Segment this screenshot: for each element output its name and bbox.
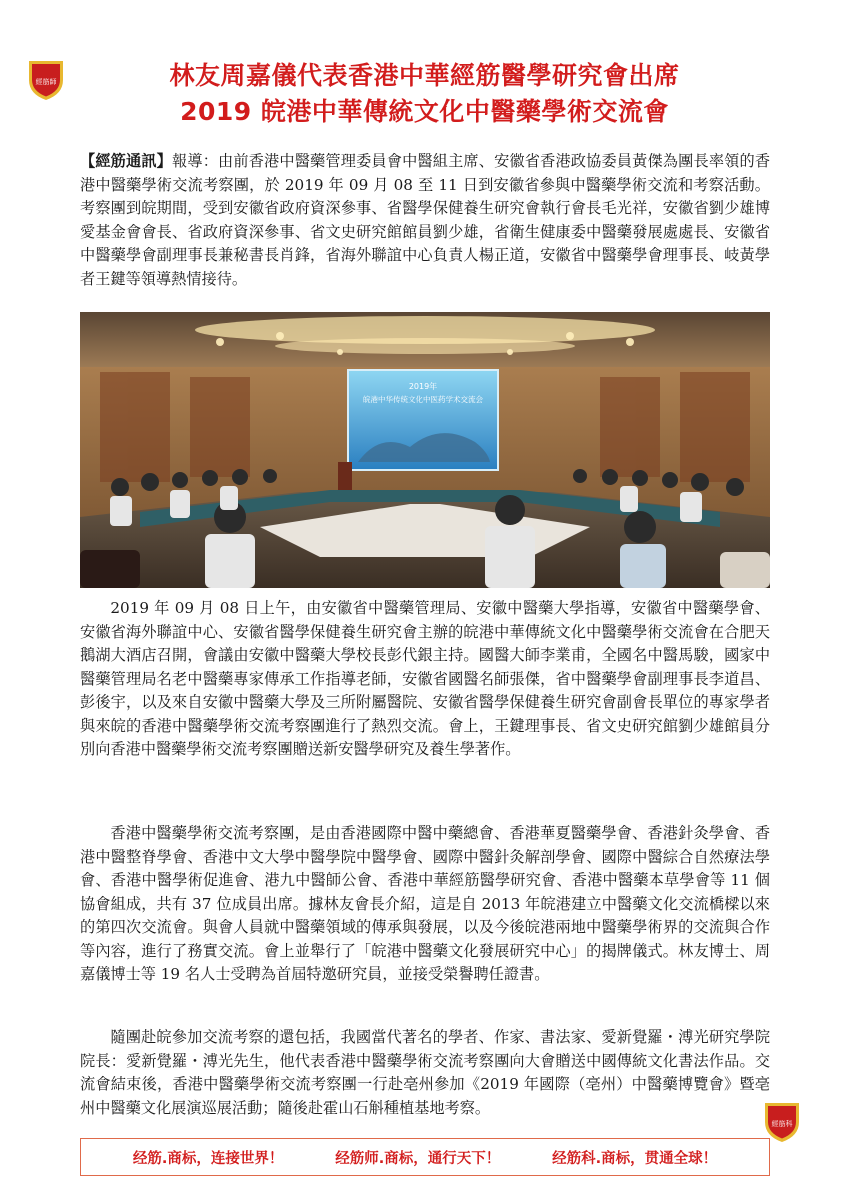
paragraph-1-text: 報導：由前香港中醫藥管理委員會中醫組主席、安徽省香港政協委員黃傑為團長率領的香港中醫藥學術交流考察團，於 2019 年 09 月 08 至 11 日到安徽省參與中醫藥學術交流和考察活動。考察團到皖期間，受到安徽省政府資深參事、省醫學保健養生研究會執行會長毛光祥，安徽省劉少雄博愛基金會會長、省政府資深參事、省文史研究館館員劉少雄，省衛生健康委中醫藥發展處處長、安徽省中醫藥學會副理事長兼秘書長肖鋒，省海外聯誼中心負責人楊正道，安徽省中醫藥學會理事長、岐黃學者王鍵等領導熱情接待。 [80, 152, 771, 288]
article-title [90, 58, 759, 130]
logo-text: 經筋科 [771, 1120, 793, 1128]
logo-badge-top [27, 58, 65, 102]
screen-title: 2019年 [408, 382, 438, 391]
paragraph-4: 隨團赴皖參加交流考察的還包括，我國當代著名的學者、作家、書法家、愛新覺羅・溥光研究學院院長：愛新覺羅・溥光先生，他代表香港中醫藥學術交流考察團向大會贈送中國傳統文化書法作品。交流會結束後，香港中醫藥學術交流考察團一行赴亳州參加《2019 年國際（亳州）中醫藥博覽會》暨亳州中醫藥文化展演巡展活動；隨後赴霍山石斛種植基地考察。 [80, 1028, 770, 1117]
slogan-3: 经筋科.商标，贯通全球！ [552, 1150, 718, 1167]
title-line-1: 林友周嘉儀代表香港中華經筋醫學研究會出席 [169, 61, 680, 90]
slogan-2: 经筋师.商标，通行天下！ [335, 1150, 501, 1167]
conference-photo [80, 312, 770, 588]
paragraph-3: 香港中醫藥學術交流考察團，是由香港國際中醫中藥總會、香港華夏醫藥學會、香港針灸學會、香港中醫整脊學會、香港中文大學中醫學院中醫學會、國際中醫針灸解剖學會、國際中醫綜合自然療法學會、香港中醫學術促進會、港九中醫師公會、香港中華經筋醫學研究會、香港中醫藥本草學會等 11 個協會組成，共有 37 位成員出席。據林友會長介紹，這是自 2013 年皖港建立中醫藥文化交流橋樑以來的第四次交流會。與會人員就中醫藥領域的傳承與發展，以及今後皖港兩地中醫藥學術界的交流與合作等內容，進行了務實交流。會上並舉行了「皖港中醫藥文化發展研究中心」的揭牌儀式。林友博士、周嘉儀博士等 19 名人士受聘為首屆特邀研究員，並接受榮譽聘任證書。 [80, 824, 770, 983]
slogan-1: 经筋.商标，连接世界！ [132, 1150, 284, 1167]
slogan-footer [80, 1138, 770, 1176]
paragraph-1 [80, 150, 770, 291]
logo-text: 經筋師 [35, 78, 57, 86]
paragraph-2: 2019 年 09 月 08 日上午，由安徽省中醫藥管理局、安徽中醫藥大學指導，安徽省中醫藥學會、安徽省海外聯誼中心、安徽省醫學保健養生研究會主辦的皖港中華傳統文化中醫藥學術交流會在合肥天鵝湖大酒店召開，會議由安徽中醫藥大學校長彭代銀主持。國醫大師李業甫，全國名中醫馬駿，國家中醫藥管理局名老中醫藥專家傳承工作指導老師，安徽省國醫名師張傑，省中醫藥學會副理事長李道昌、彭後宇，以及來自安徽中醫藥大學及三所附屬醫院、安徽省醫學保健養生研究會副會長單位的專家學者與來皖的香港中醫藥學術交流考察團進行了熱烈交流。會上，王鍵理事長、省文史研究館劉少雄館員分別向香港中醫藥學術交流考察團贈送新安醫學研究及養生學著作。 [80, 599, 770, 758]
shield-crest-icon [27, 58, 65, 102]
news-tag: 【經筋通訊】 [80, 152, 173, 170]
screen-subtitle: 皖港中华传统文化中医药学术交流会 [363, 395, 483, 404]
title-line-2: 2019 皖港中華傳統文化中醫藥學術交流會 [180, 97, 669, 126]
